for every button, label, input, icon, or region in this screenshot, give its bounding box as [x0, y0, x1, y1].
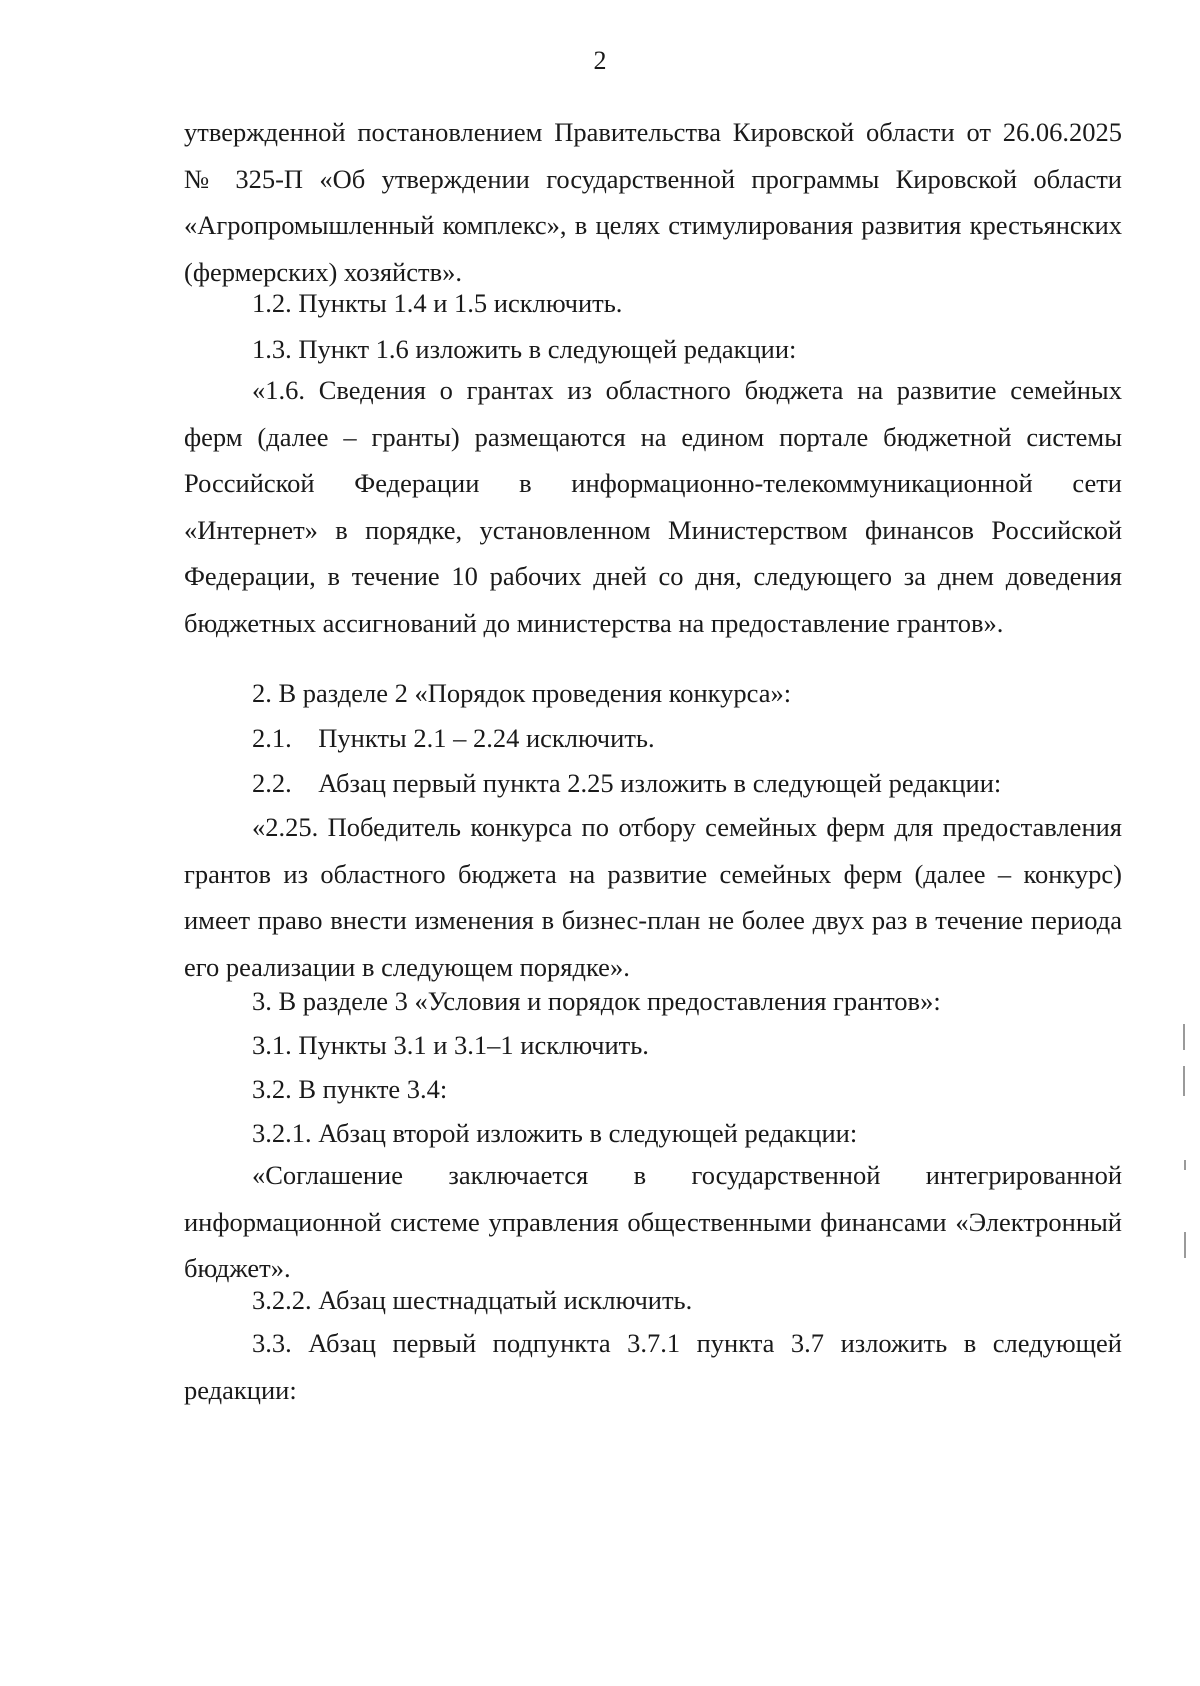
paragraph-3-2: 3.2. В пункте 3.4:	[252, 1074, 448, 1104]
scan-artifact-mark	[1183, 1024, 1185, 1050]
paragraph-intro-continuation: утвержденной постановлением Правительства Кировской области от 26.06.2025 № 325-П «Об утверждении государственной программы Кировской области «Агропромышленный комплекс», в целях стимулирования развития крестьянских (фермерских) хозяйств».	[184, 117, 1122, 287]
paragraph-1-2: 1.2. Пункты 1.4 и 1.5 исключить.	[252, 288, 623, 318]
scan-artifact-mark	[1184, 1232, 1186, 1258]
paragraph-3: 3. В разделе 3 «Условия и порядок предоставления грантов»:	[252, 986, 941, 1016]
paragraph-3-1: 3.1. Пункты 3.1 и 3.1–1 исключить.	[252, 1030, 649, 1060]
paragraph-1-6-quote: «1.6. Сведения о грантах из областного бюджета на развитие семейных ферм (далее – гранты) размещаются на едином портале бюджетной системы Российской Федерации в информационно-телекоммуникационной сети «Интернет» в порядке, установленном Министерством финансов Российской Федерации, в течение 10 рабочих дней со дня, следующего за днем доведения бюджетных ассигнований до министерства на предоставление грантов».	[184, 375, 1122, 638]
paragraph-3-3: 3.3. Абзац первый подпункта 3.7.1 пункта 3.7 изложить в следующей редакции:	[184, 1328, 1122, 1405]
scan-artifact-mark	[1184, 1160, 1186, 1170]
paragraph-1-3: 1.3. Пункт 1.6 изложить в следующей редакции:	[252, 334, 797, 364]
page-number: 2	[593, 46, 607, 75]
paragraph-agreement-quote: «Соглашение заключается в государственной интегрированной информационной системе управления общественными финансами «Электронный бюджет».	[184, 1160, 1122, 1283]
paragraph-3-2-2: 3.2.2. Абзац шестнадцатый исключить.	[252, 1285, 693, 1315]
paragraph-2-1: 2.1. Пункты 2.1 – 2.24 исключить.	[252, 723, 655, 753]
scan-artifact-mark	[1183, 1066, 1185, 1096]
paragraph-3-2-1: 3.2.1. Абзац второй изложить в следующей редакции:	[252, 1118, 858, 1148]
paragraph-2: 2. В разделе 2 «Порядок проведения конкурса»:	[252, 678, 792, 708]
paragraph-2-25-quote: «2.25. Победитель конкурса по отбору семейных ферм для предоставления грантов из областного бюджета на развитие семейных ферм (далее – конкурс) имеет право внести изменения в бизнес-план не более двух раз в течение периода его реализации в следующем порядке».	[184, 812, 1122, 982]
paragraph-2-2: 2.2. Абзац первый пункта 2.25 изложить в следующей редакции:	[252, 768, 1002, 798]
